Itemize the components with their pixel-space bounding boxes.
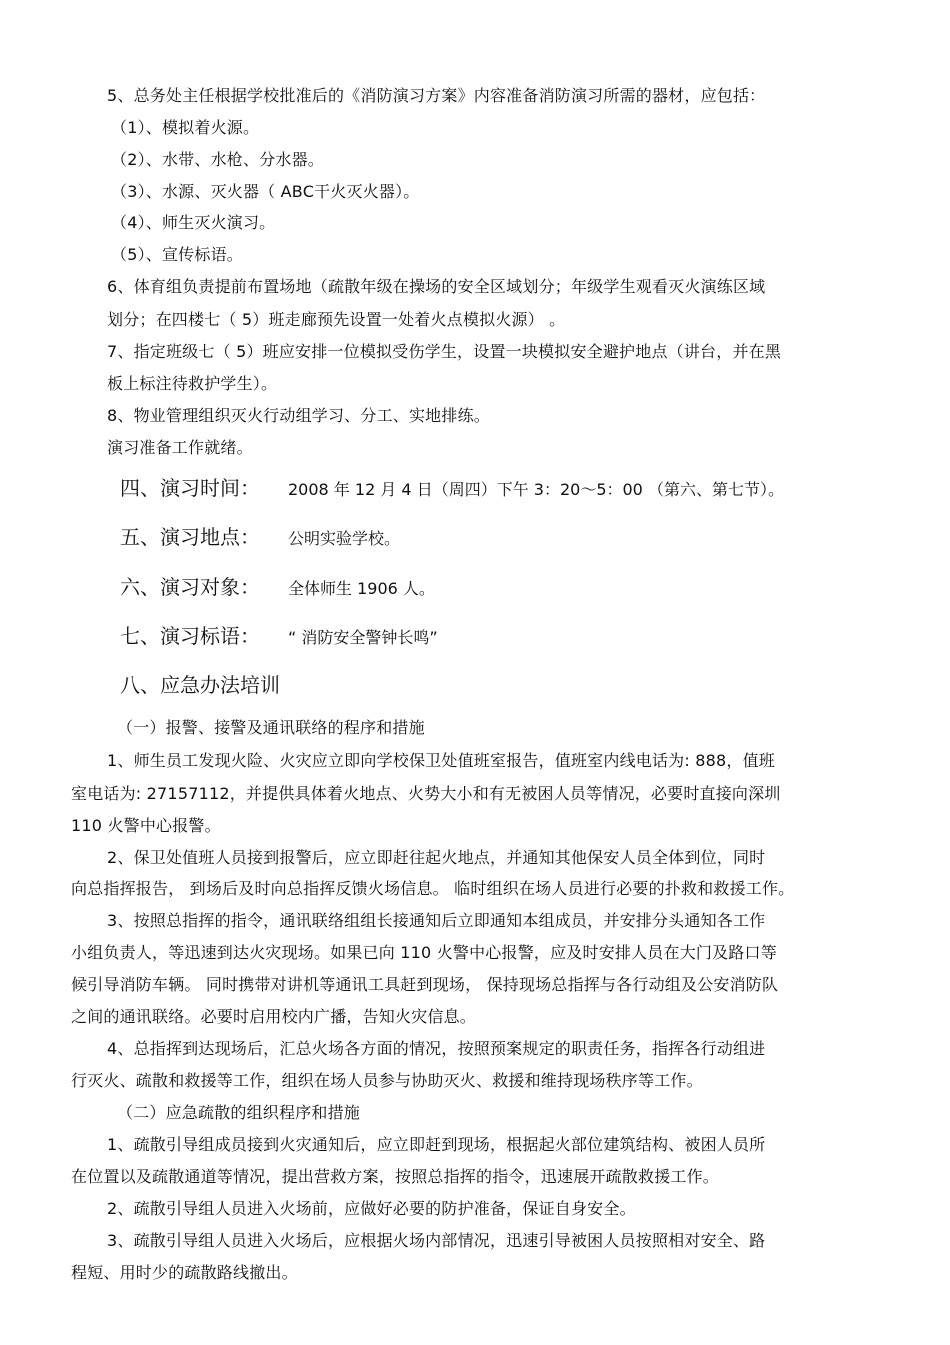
- sub2-p2: 2、疏散引导组人员进入火场前，应做好必要的防护准备，保证自身安全。: [107, 1199, 636, 1218]
- sub2-p1-line2: 在位置以及疏散通道等情况，提出营救方案，按照总指挥的指令，迅速展开疏散救援工作。: [71, 1167, 720, 1186]
- prep-sub-5: （5）、宣传标语。: [111, 245, 243, 264]
- prep-item-5: 5、总务处主任根据学校批准后的《消防演习方案》内容准备消防演习所需的器材，应包括：: [107, 86, 766, 105]
- prep-item-6-line1: 6、体育组负责提前布置场地（疏散年级在操场的安全区域划分；年级学生观看灭火演练区域: [107, 277, 766, 296]
- heading-drill-audience-label: 六、演习对象：: [120, 575, 260, 599]
- sub1-p4-line2: 行灭火、疏散和救援等工作，组织在场人员参与协助灭火、救援和维持现场秩序等工作。: [71, 1071, 703, 1090]
- subsection-1-title: （一）报警、接警及通讯联络的程序和措施: [117, 718, 425, 737]
- sub2-p3-line1: 3、疏散引导组人员进入火场后，应根据火场内部情况，迅速引导被困人员按照相对安全、路: [107, 1231, 766, 1250]
- heading-drill-place-value: 公明实验学校。: [288, 529, 401, 548]
- prep-item-8: 8、物业管理组织灭火行动组学习、分工、实地排练。: [107, 406, 490, 425]
- prep-sub-2: （2）、水带、水枪、分水器。: [111, 150, 324, 169]
- heading-drill-audience-value: 全体师生 1906 人。: [288, 579, 435, 598]
- prep-item-7-line1: 7、指定班级七（ 5）班应安排一位模拟受伤学生，设置一块模拟安全避护地点（讲台，并在黑: [107, 342, 782, 361]
- heading-drill-slogan-value: “ 消防安全警钟长鸣”: [288, 628, 438, 647]
- sub1-p3-line4: 之间的通讯联络。必要时启用校内广播，告知火灾信息。: [71, 1007, 477, 1026]
- sub1-p3-line3: 候引导消防车辆。 同时携带对讲机等通讯工具赶到现场， 保持现场总指挥与各行动组及公安消防队: [71, 975, 779, 994]
- sub1-p2-line1: 2、保卫处值班人员接到报警后，应立即赶往起火地点，并通知其他保安人员全体到位，同时: [107, 848, 766, 867]
- prep-item-6-line2: 划分；在四楼七（ 5）班走廊预先设置一处着火点模拟火源） 。: [107, 310, 566, 329]
- heading-drill-time: [120, 476, 784, 502]
- heading-drill-time-value: 2008 年 12 月 4 日（周四）下午 3：20～5：00 （第六、第七节）。: [288, 480, 784, 499]
- sub1-p1-line3: 110 火警中心报警。: [71, 816, 221, 835]
- sub2-p1-line1: 1、疏散引导组成员接到火灾通知后，应立即赶到现场，根据起火部位建筑结构、被困人员所: [107, 1135, 766, 1154]
- subsection-2-title: （二）应急疏散的组织程序和措施: [117, 1103, 361, 1122]
- sub1-p3-line1: 3、按照总指挥的指令，通讯联络组组长接通知后立即通知本组成员，并安排分头通知各工作: [107, 911, 766, 930]
- heading-drill-place-label: 五、演习地点：: [120, 525, 260, 549]
- sub2-p3-line2: 程短、用时少的疏散路线撤出。: [71, 1263, 298, 1282]
- sub1-p4-line1: 4、总指挥到达现场后，汇总火场各方面的情况，按照预案规定的职责任务，指挥各行动组进: [107, 1039, 766, 1058]
- prep-sub-1: （1）、模拟着火源。: [111, 118, 260, 137]
- sub1-p2-line2: 向总指挥报告， 到场后及时向总指挥反馈火场信息。 临时组织在场人员进行必要的扑救和救援工作。: [71, 879, 795, 898]
- heading-drill-slogan-label: 七、演习标语：: [120, 624, 260, 648]
- heading-drill-slogan: [120, 624, 438, 650]
- heading-emergency-training: 八、应急办法培训: [120, 673, 280, 697]
- heading-drill-time-label: 四、演习时间：: [120, 476, 260, 500]
- heading-drill-place: [120, 525, 400, 551]
- heading-drill-audience: [120, 575, 435, 601]
- sub1-p3-line2: 小组负责人，等迅速到达火灾现场。如果已向 110 火警中心报警，应及时安排人员在大门及路口等: [71, 943, 777, 962]
- sub1-p1-line1: 1、师生员工发现火险、火灾应立即向学校保卫处值班室报告，值班室内线电话为: 888，值班: [107, 751, 775, 770]
- prep-sub-4: （4）、师生灭火演习。: [111, 213, 276, 232]
- sub1-p1-line2: 室电话为: 27157112，并提供具体着火地点、火势大小和有无被困人员等情况，必要时直接向深圳: [71, 784, 781, 803]
- prep-ready: 演习准备工作就绪。: [107, 438, 253, 457]
- prep-item-7-line2: 板上标注待救护学生）。: [107, 374, 278, 393]
- prep-sub-3: （3）、水源、灭火器（ ABC干火灭火器）。: [111, 182, 420, 201]
